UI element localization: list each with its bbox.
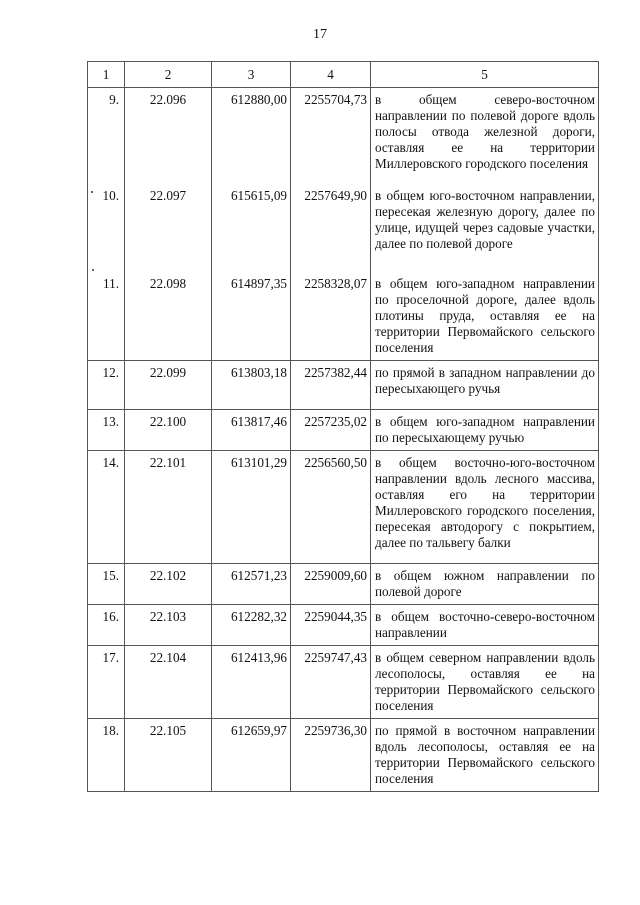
route-description: по прямой в западном направлении до пересыхающего ручья	[371, 361, 599, 410]
row-number: 14.	[88, 451, 125, 564]
coord-y: 2259044,35	[291, 605, 371, 646]
point-id: 22.097	[125, 184, 212, 272]
coord-y: 2255704,73	[291, 88, 371, 185]
coord-y: 2259747,43	[291, 646, 371, 719]
point-id: 22.096	[125, 88, 212, 185]
column-header: 4	[291, 62, 371, 88]
coord-y: 2259009,60	[291, 564, 371, 605]
row-number: 13.	[88, 410, 125, 451]
row-number: 16.	[88, 605, 125, 646]
table-row	[88, 361, 599, 410]
table-row	[88, 646, 599, 719]
coord-y: 2257382,44	[291, 361, 371, 410]
table-row	[88, 719, 599, 792]
point-id: 22.105	[125, 719, 212, 792]
route-description: в общем восточно-юго-восточном направлении вдоль лесного массива, оставляя его на территории Миллеровского городского поселения, пересекая автодорогу с покрытием, далее по тальвегу балки	[371, 451, 599, 564]
boundary-table	[87, 61, 599, 792]
scan-speck	[91, 191, 93, 193]
scan-speck	[92, 269, 94, 271]
coord-x: 612880,00	[212, 88, 291, 185]
point-id: 22.100	[125, 410, 212, 451]
point-id: 22.102	[125, 564, 212, 605]
row-number: 12.	[88, 361, 125, 410]
route-description: по прямой в восточном направлении вдоль лесополосы, оставляя ее на территории Первомайского сельского поселения	[371, 719, 599, 792]
coord-x: 612571,23	[212, 564, 291, 605]
point-id: 22.103	[125, 605, 212, 646]
coord-x: 614897,35	[212, 272, 291, 361]
point-id: 22.104	[125, 646, 212, 719]
row-number: 17.	[88, 646, 125, 719]
row-number: 10.	[88, 184, 125, 272]
table-row	[88, 88, 599, 185]
coord-x: 612413,96	[212, 646, 291, 719]
table-row	[88, 451, 599, 564]
route-description: в общем юго-восточном направлении, пересекая железную дорогу, далее по улице, идущей через садовые участки, далее по полевой дороге	[371, 184, 599, 272]
table-header-row	[88, 62, 599, 88]
coord-x: 612282,32	[212, 605, 291, 646]
route-description: в общем юго-западном направлении по проселочной дороге, далее вдоль плотины пруда, оставляя ее на территории Первомайского сельского поселения	[371, 272, 599, 361]
route-description: в общем северном направлении вдоль лесополосы, оставляя ее на территории Первомайского сельского поселения	[371, 646, 599, 719]
coord-y: 2258328,07	[291, 272, 371, 361]
column-header: 2	[125, 62, 212, 88]
row-number: 15.	[88, 564, 125, 605]
coord-x: 613817,46	[212, 410, 291, 451]
table-row	[88, 272, 599, 361]
coord-y: 2256560,50	[291, 451, 371, 564]
coord-y: 2257649,90	[291, 184, 371, 272]
point-id: 22.101	[125, 451, 212, 564]
coord-x: 612659,97	[212, 719, 291, 792]
table-row	[88, 564, 599, 605]
row-number: 9.	[88, 88, 125, 185]
table-row	[88, 605, 599, 646]
point-id: 22.098	[125, 272, 212, 361]
coord-x: 613803,18	[212, 361, 291, 410]
coord-y: 2257235,02	[291, 410, 371, 451]
row-number: 11.	[88, 272, 125, 361]
column-header: 5	[371, 62, 599, 88]
column-header: 1	[88, 62, 125, 88]
route-description: в общем северо-восточном направлении по полевой дороге вдоль полосы отвода железной дороги, оставляя ее на территории Миллеровского городского поселения	[371, 88, 599, 185]
coord-y: 2259736,30	[291, 719, 371, 792]
table-row	[88, 410, 599, 451]
route-description: в общем восточно-северо-восточном направлении	[371, 605, 599, 646]
route-description: в общем южном направлении по полевой дороге	[371, 564, 599, 605]
page-number: 17	[313, 27, 327, 42]
column-header: 3	[212, 62, 291, 88]
coord-x: 613101,29	[212, 451, 291, 564]
row-number: 18.	[88, 719, 125, 792]
route-description: в общем юго-западном направлении по пересыхающему ручью	[371, 410, 599, 451]
point-id: 22.099	[125, 361, 212, 410]
table-row	[88, 184, 599, 272]
coord-x: 615615,09	[212, 184, 291, 272]
